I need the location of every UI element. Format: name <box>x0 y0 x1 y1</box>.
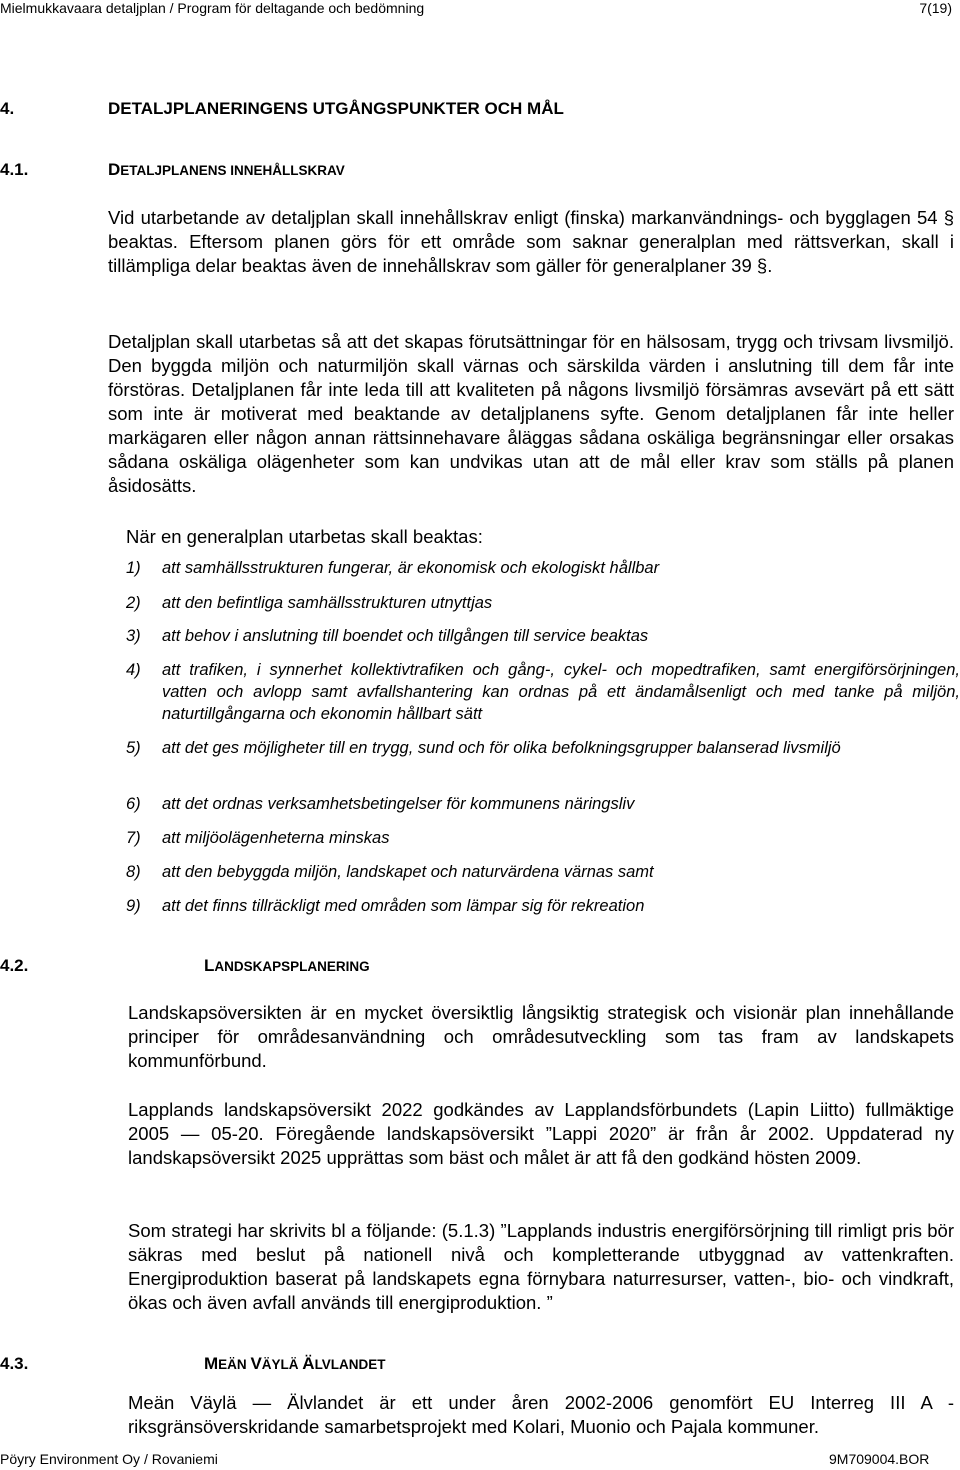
section-4-2-number: 4.2. <box>0 956 29 975</box>
list-item-text: att det ges möjligheter till en trygg, sund och för olika befolkningsgrupper balanserad livsmiljö <box>162 739 841 757</box>
section-4-title: DETALJPLANERINGENS UTGÅNGSPUNKTER OCH MÅL <box>108 99 564 118</box>
list-item-text: att det ordnas verksamhetsbetingelser för kommunens näringsliv <box>162 795 635 813</box>
section-4-3-number: 4.3. <box>0 1354 29 1373</box>
list-item-text: att det finns tillräckligt med områden som lämpar sig för rekreation <box>162 897 645 915</box>
list-item-number: 9) <box>126 897 141 915</box>
list-item-number: 7) <box>126 829 141 847</box>
list-item-text: att miljöolägenheterna minskas <box>162 829 390 847</box>
list-item-number: 2) <box>126 594 141 612</box>
list-item-number: 6) <box>126 795 141 813</box>
section-4-1-paragraph-1: Vid utarbetande av detaljplan skall innehållskrav enligt (finska) markanvändnings- och bygglagen 54 § beaktas. Eftersom planen görs för ett område som saknar generalplan med rättsverkan, skall i tillämpliga delar beaktas även de innehållskrav som gäller för generalplaner 39 §. <box>108 207 954 276</box>
section-4-number: 4. <box>0 99 15 118</box>
section-4-2-title: LANDSKAPSPLANERING <box>204 956 370 975</box>
list-item-text: att samhällsstrukturen fungerar, är ekonomisk och ekologiskt hållbar <box>162 559 660 577</box>
list-item-number: 5) <box>126 739 141 757</box>
list-item-number: 3) <box>126 627 141 645</box>
list-intro: När en generalplan utarbetas skall beaktas: <box>126 526 483 547</box>
footer-company: Pöyry Environment Oy / Rovaniemi <box>0 1451 218 1467</box>
section-4-2-paragraph-3: Som strategi har skrivits bl a följande: (5.1.3) ”Lapplands industris energiförsörjning till rimligt pris bör säkras med beslut på nationell nivå och kompletterande utbyggnad av vattenkraften. Energiproduktion baserat på landskapets egna förnybara naturresurser, vatten-, bio- och vindkraft, ökas och även avfall används till energiproduktion. ” <box>128 1220 954 1313</box>
section-4-1-paragraph-2: Detaljplan skall utarbetas så att det skapas förutsättningar för en hälsosam, trygg och trivsam livsmiljö. Den byggda miljön och naturmiljön skall värnas och särskilda värden i anslutning till dem får inte förstöras. Detaljplanen får inte leda till att kvaliteten på någons livsmiljö försämras avsevärt på ett sätt som inte är motiverat med beaktande av detaljplanens syfte. Genom detaljplanen får inte heller markägaren eller någon annan rättsinnehavare åläggas sådana oskäliga begränsningar eller orsakas sådana oskäliga olägenheter som kan undvikas utan att de mål eller krav som ställs på planen åsidosätts. <box>108 331 954 496</box>
list-item-number: 8) <box>126 863 141 881</box>
list-item-text: att behov i anslutning till boendet och tillgången till service beaktas <box>162 627 649 645</box>
section-4-2-paragraph-1: Landskapsöversikten är en mycket översiktlig långsiktig strategisk och visionär plan innehållande principer för områdesanvändning och områdesutveckling som tas fram av landskapets kommunförbund. <box>128 1002 954 1071</box>
page-header-title: Mielmukkavaara detaljplan / Program för deltagande och bedömning <box>0 0 425 16</box>
section-4-3-title: MEÄN VÄYLÄ ÄLVLANDET <box>204 1354 386 1373</box>
section-4-2-paragraph-2: Lapplands landskapsöversikt 2022 godkändes av Lapplandsförbundets (Lapin Liitto) fullmäktige 2005 — 05-20. Föregående landskapsöversikt ”Lappi 2020” är från år 2002. Uppdaterad ny landskapsöversikt 2025 upprättas som bäst och målet är att få den godkänd hösten 2009. <box>128 1099 954 1168</box>
list-item-number: 1) <box>126 559 141 577</box>
list-item-text: att den bebyggda miljön, landskapet och naturvärdena värnas samt <box>162 863 654 881</box>
list-item-number: 4) <box>126 661 141 679</box>
section-4-1-title: DETALJPLANENS INNEHÅLLSKRAV <box>108 160 345 179</box>
list-item-text: att den befintliga samhällsstrukturen utnyttjas <box>162 594 493 612</box>
section-4-3-paragraph-1: Meän Väylä — Älvlandet är ett under åren 2002-2006 genomfört EU Interreg III A - riksgränsöverskridande samarbetsprojekt med Kolari, Muonio och Pajala kommuner. <box>128 1392 954 1437</box>
page-number: 7(19) <box>919 0 952 16</box>
list-item-text: att trafiken, i synnerhet kollektivtrafiken och gång-, cykel- och mopedtrafiken, samt energiförsörjningen, vatten och avlopp samt avfallshantering kan ordnas på ett ändamålsenligt och med tanke på miljön, naturtillgångarna och ekonomin hållbart sätt <box>162 661 960 723</box>
footer-document-code: 9M709004.BOR <box>829 1451 930 1467</box>
section-4-1-number: 4.1. <box>0 160 29 179</box>
